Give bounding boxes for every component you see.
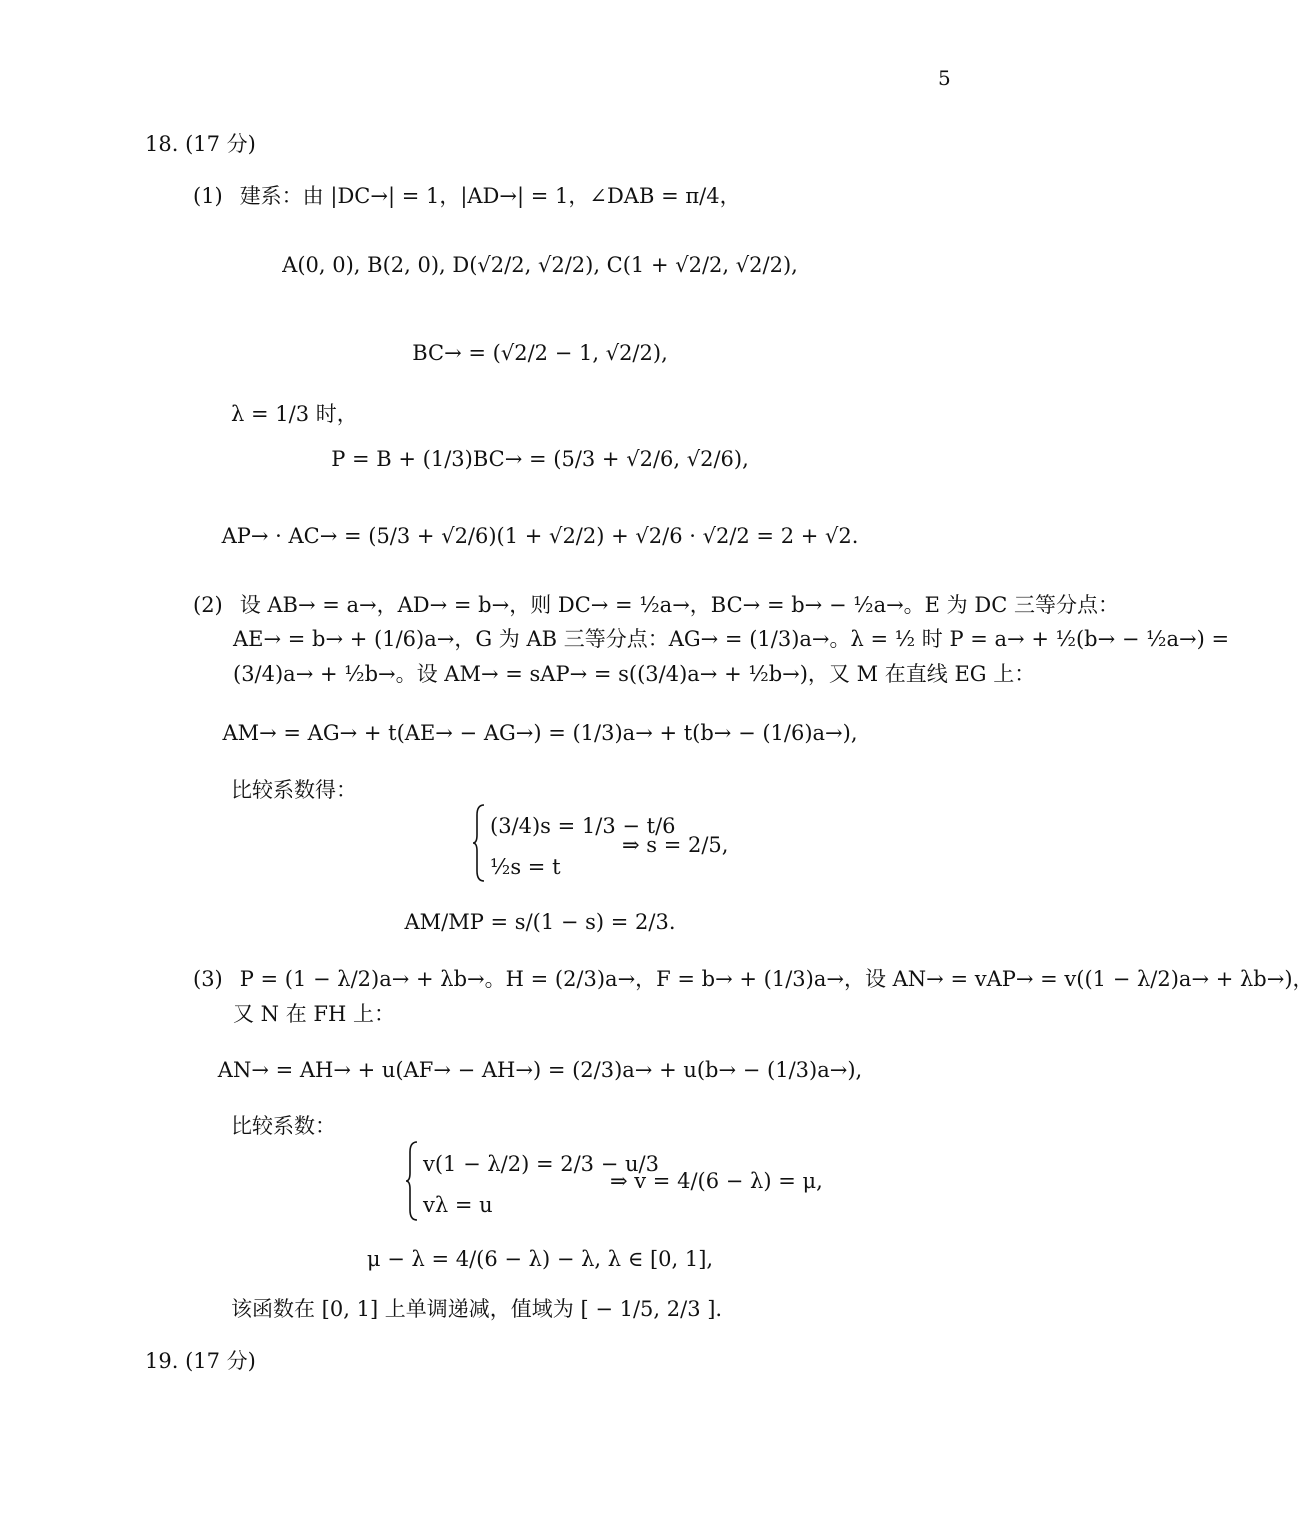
q18-part2-line1 (193, 590, 1119, 620)
q18-part2-am-equation: AM→ = AG→ + t(AE→ − AG→) = (1/3)a→ + t(b→ − (1/6)a→), (222, 721, 858, 745)
q18-part3-system-result: ⇒ v = 4/(6 − λ) = μ, (610, 1169, 823, 1193)
q18-part2-system-eq2: ½s = t (490, 855, 561, 879)
q18-part3-conclusion: 该函数在 [0, 1] 上单调递减，值域为 [ − 1/5, 2/3 ]. (231, 1297, 723, 1321)
page-number: 5 (938, 66, 951, 90)
q18-part2-line3: (3/4)a→ + ½b→。设 AM→ = sAP→ = s((3/4)a→ + ½b→)，又 M 在直线 EG 上： (233, 662, 1036, 686)
q18-part3-line1 (193, 964, 1314, 994)
q18-part1-coordinates: A(0, 0), B(2, 0), D(√2/2, √2/2), C(1 + √2/2, √2/2), (282, 253, 798, 277)
q18-part1-intro-text: 建系：由 |DC→| = 1，|AD→| = 1，∠DAB = π/4， (239, 184, 741, 208)
q18-part2-system-eq1: (3/4)s = 1/3 − t/6 (490, 814, 676, 838)
q18-part1-label: (1) (193, 184, 223, 208)
q18-part1-lambda-line: λ = 1/3 时， (231, 402, 358, 426)
q18-part1-dot-product: AP→ · AC→ = (5/3 + √2/6)(1 + √2/2) + √2/6 · √2/2 = 2 + √2. (221, 524, 859, 548)
q18-part2-line1-text: 设 AB→ = a→，AD→ = b→，则 DC→ = ½a→，BC→ = b→ − ½a→。E 为 DC 三等分点： (239, 593, 1119, 617)
q18-part3-line1-text: P = (1 − λ/2)a→ + λb→。H = (2/3)a→，F = b→ + (1/3)a→，设 AN→ = vAP→ = v((1 − λ/2)a→ + λb→)， (239, 967, 1314, 991)
q18-part2-system-brace (472, 803, 486, 883)
q18-part1-bc-vector: BC→ = (√2/2 − 1, √2/2), (412, 341, 668, 365)
q18-part3-mu-equation: μ − λ = 4/(6 − λ) − λ, λ ∈ [0, 1], (366, 1247, 714, 1271)
q18-part2-line2: AE→ = b→ + (1/6)a→，G 为 AB 三等分点：AG→ = (1/3)a→。λ = ½ 时 P = a→ + ½(b→ − ½a→) = (233, 627, 1230, 651)
q18-part3-system-eq1: v(1 − λ/2) = 2/3 − u/3 (423, 1152, 659, 1176)
q18-part2-compare: 比较系数得： (231, 778, 357, 802)
q18-part1-p-equation: P = B + (1/3)BC→ = (5/3 + √2/6, √2/6), (331, 447, 749, 471)
q18-part3-system-brace (405, 1140, 419, 1222)
q19-heading: 19. (17 分) (145, 1349, 256, 1373)
q18-part3-line2: 又 N 在 FH 上： (233, 1002, 395, 1026)
q18-part2-ratio: AM/MP = s/(1 − s) = 2/3. (404, 910, 676, 934)
q18-part2-system-result: ⇒ s = 2/5, (622, 833, 729, 857)
q18-part3-label: (3) (193, 967, 223, 991)
q18-part3-compare: 比较系数： (231, 1114, 336, 1138)
q18-part3-system-eq2: vλ = u (423, 1193, 493, 1217)
q18-heading: 18. (17 分) (145, 132, 256, 156)
q18-part1-intro (193, 181, 741, 211)
q18-part2-label: (2) (193, 593, 223, 617)
q18-part3-an-equation: AN→ = AH→ + u(AF→ − AH→) = (2/3)a→ + u(b→ − (1/3)a→), (217, 1058, 863, 1082)
